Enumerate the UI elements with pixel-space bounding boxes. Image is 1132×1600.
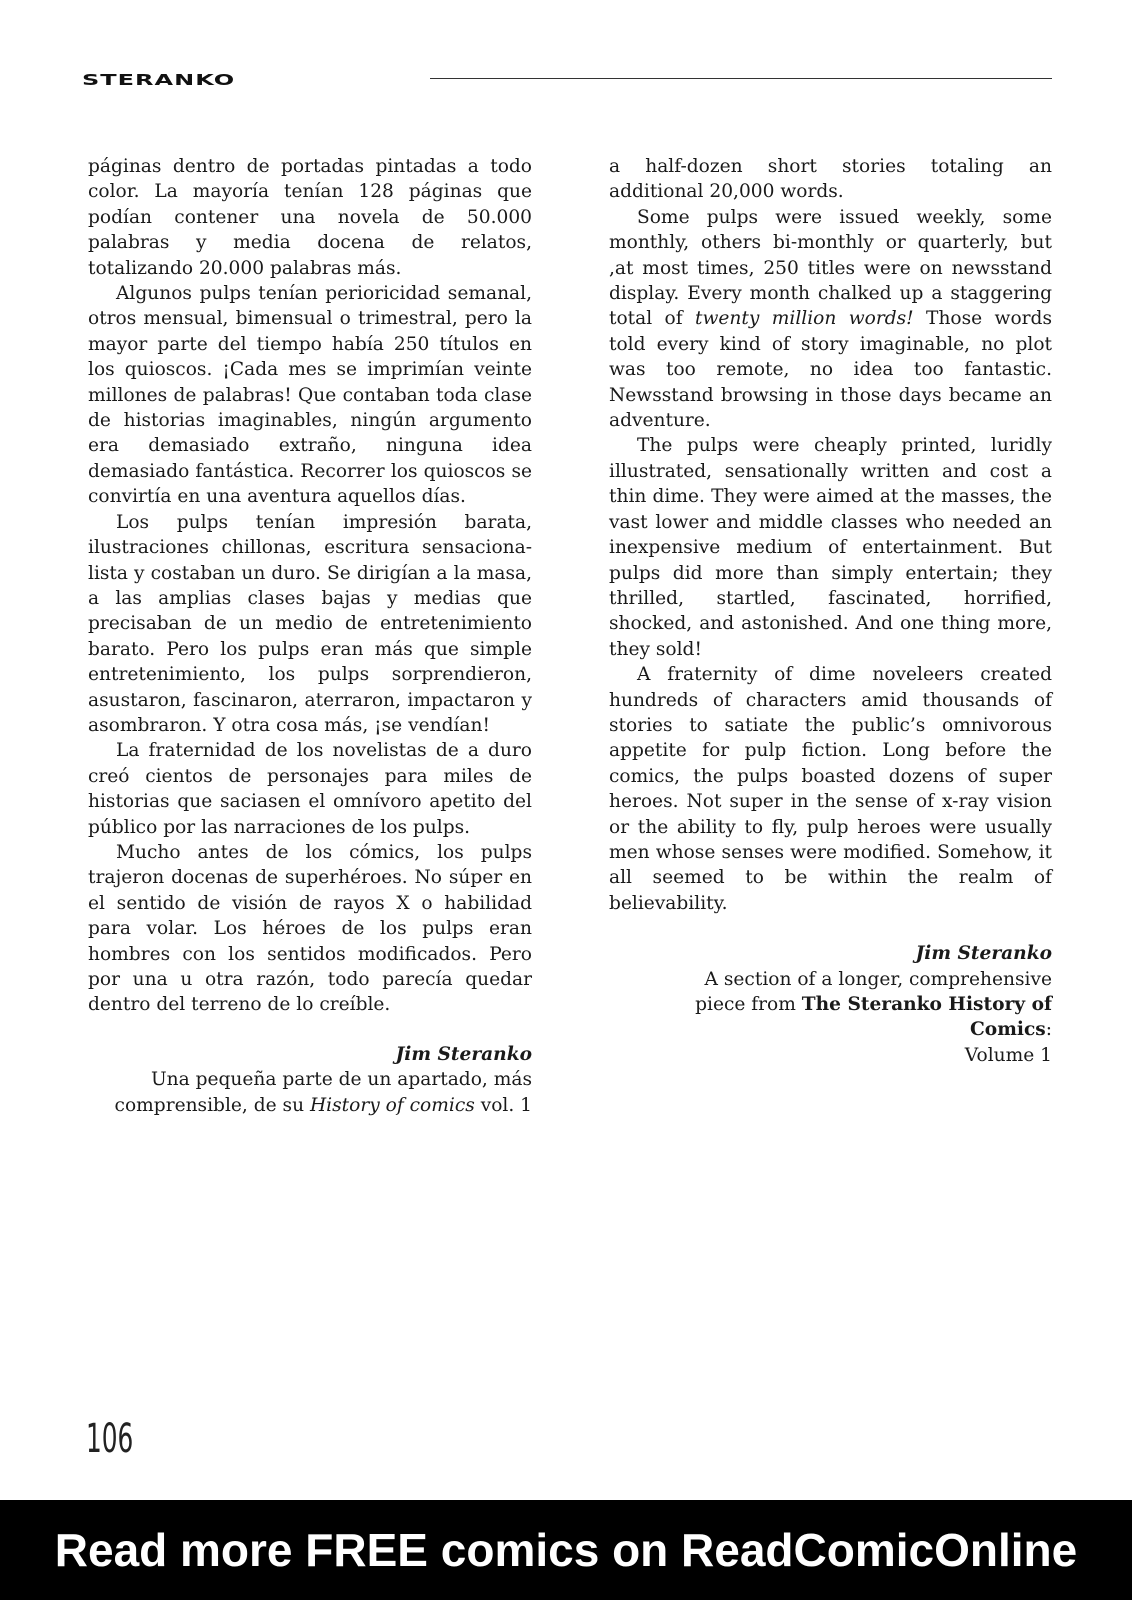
- header-rule: [430, 78, 1052, 79]
- english-paragraph-2: [609, 205, 1052, 434]
- spanish-paragraph-4: La fraternidad de los novelistas de a duro creó cientos de personajes para miles de historias que saciasen el omnívoro apetito del público por las narraciones de los pulps.: [88, 740, 532, 838]
- spanish-column: [88, 154, 532, 1118]
- english-column: [609, 154, 1052, 1068]
- english-source-line-2: [609, 992, 1052, 1043]
- english-source-prefix: piece from: [695, 994, 802, 1015]
- english-signature: [609, 941, 1052, 1068]
- english-paragraph-3: The pulps were cheaply printed, luridly illustrated, sensationally written and cost a thin dime. They were aimed at the masses, the vast lower and middle classes who needed an inexpensive medium of entertainment. But pulps did more than simply entertain; they thrilled, startled, fascinated, horrified, shocked, and astonished. And one thing more, they sold!: [609, 435, 1052, 660]
- page-header: [82, 66, 1052, 96]
- spanish-source-suffix: vol. 1: [474, 1094, 532, 1116]
- english-source-line-3: Volume 1: [964, 1044, 1052, 1066]
- spanish-source-prefix: comprensible, de su: [114, 1094, 310, 1116]
- english-paragraph-2-end: Those words told every kind of story imaginable, no plot was too remote, no idea too fantastic. Newsstand browsing in those days became an adventure.: [609, 308, 1052, 432]
- spanish-source-line-2: [88, 1093, 532, 1118]
- spanish-source-line-1: Una pequeña parte de un apartado, más: [150, 1069, 532, 1091]
- spanish-paragraph-1: páginas dentro de portadas pintadas a todo color. La mayoría tenían 128 páginas que podían contener una novela de 50.000 palabras y media docena de relatos, totalizando 20.000 palabras más.: [88, 156, 532, 279]
- english-paragraph-2-start: Some pulps were issued weekly, some monthly, others bi-monthly or quarterly, but ,at most times, 250 titles were on newsstand display. Every month chalked up a staggering total of: [609, 206, 1052, 330]
- english-author-name: Jim Steranko: [915, 943, 1052, 965]
- spanish-source-title: History of comics: [309, 1094, 475, 1116]
- spanish-signature: [88, 1042, 532, 1118]
- page-number: 106: [86, 1416, 134, 1462]
- steranko-logo: STERANKO: [82, 71, 236, 89]
- promo-banner-text: Read more FREE comics on ReadComicOnline: [54, 1524, 1078, 1576]
- english-source-title: The Steranko History of Comics: [801, 994, 1052, 1041]
- spanish-paragraph-2: Algunos pulps tenían perioricidad semanal, otros mensual, bimensual o trimestral, pero la mayor parte del tiempo había 250 títulos en los quioscos. ¡Cada mes se imprimían veinte millones de palabras! Que contaban toda clase de historias imaginables, ningún argumento era demasiado extraño, ninguna idea demasiado fantástica. Recorrer los quioscos se convirtía en una aventura aquellos días.: [88, 283, 532, 508]
- english-paragraph-1: a half-dozen short stories totaling an additional 20,000 words.: [609, 156, 1052, 203]
- promo-banner[interactable]: [0, 1500, 1132, 1600]
- spanish-paragraph-5: Mucho antes de los cómics, los pulps trajeron docenas de superhéroes. No súper en el sentido de visión de rayos X o habilidad para volar. Los héroes de los pulps eran hombres con los sentidos modificados. Pero por una u otra razón, todo parecía quedar dentro del terreno de lo creíble.: [88, 841, 532, 1016]
- english-paragraph-2-emphasis: twenty million words!: [695, 308, 914, 330]
- english-source-line-1: A section of a longer, comprehensive: [704, 968, 1052, 990]
- spanish-author-name: Jim Steranko: [395, 1043, 532, 1065]
- spanish-paragraph-3: Los pulps tenían impresión barata, ilustraciones chillonas, escritura sensaciona-lista y costaban un duro. Se dirigían a la masa, a las amplias clases bajas y medias que precisaban de un medio de entretenimiento barato. Pero los pulps eran más que simple entretenimiento, los pulps sorprendieron, asustaron, fascinaron, aterraron, impactaron y asombraron. Y otra cosa más, ¡se vendían!: [88, 511, 532, 736]
- english-source-suffix: :: [1045, 1019, 1052, 1041]
- english-paragraph-4: A fraternity of dime noveleers created hundreds of characters amid thousands of stories to satiate the public’s omnivorous appetite for pulp fiction. Long before the comics, the pulps boasted dozens of super heroes. Not super in the sense of x-ray vision or the ability to fly, pulp heroes were usually men whose senses were modified. Somehow, it all seemed to be within the realm of believability.: [609, 664, 1052, 914]
